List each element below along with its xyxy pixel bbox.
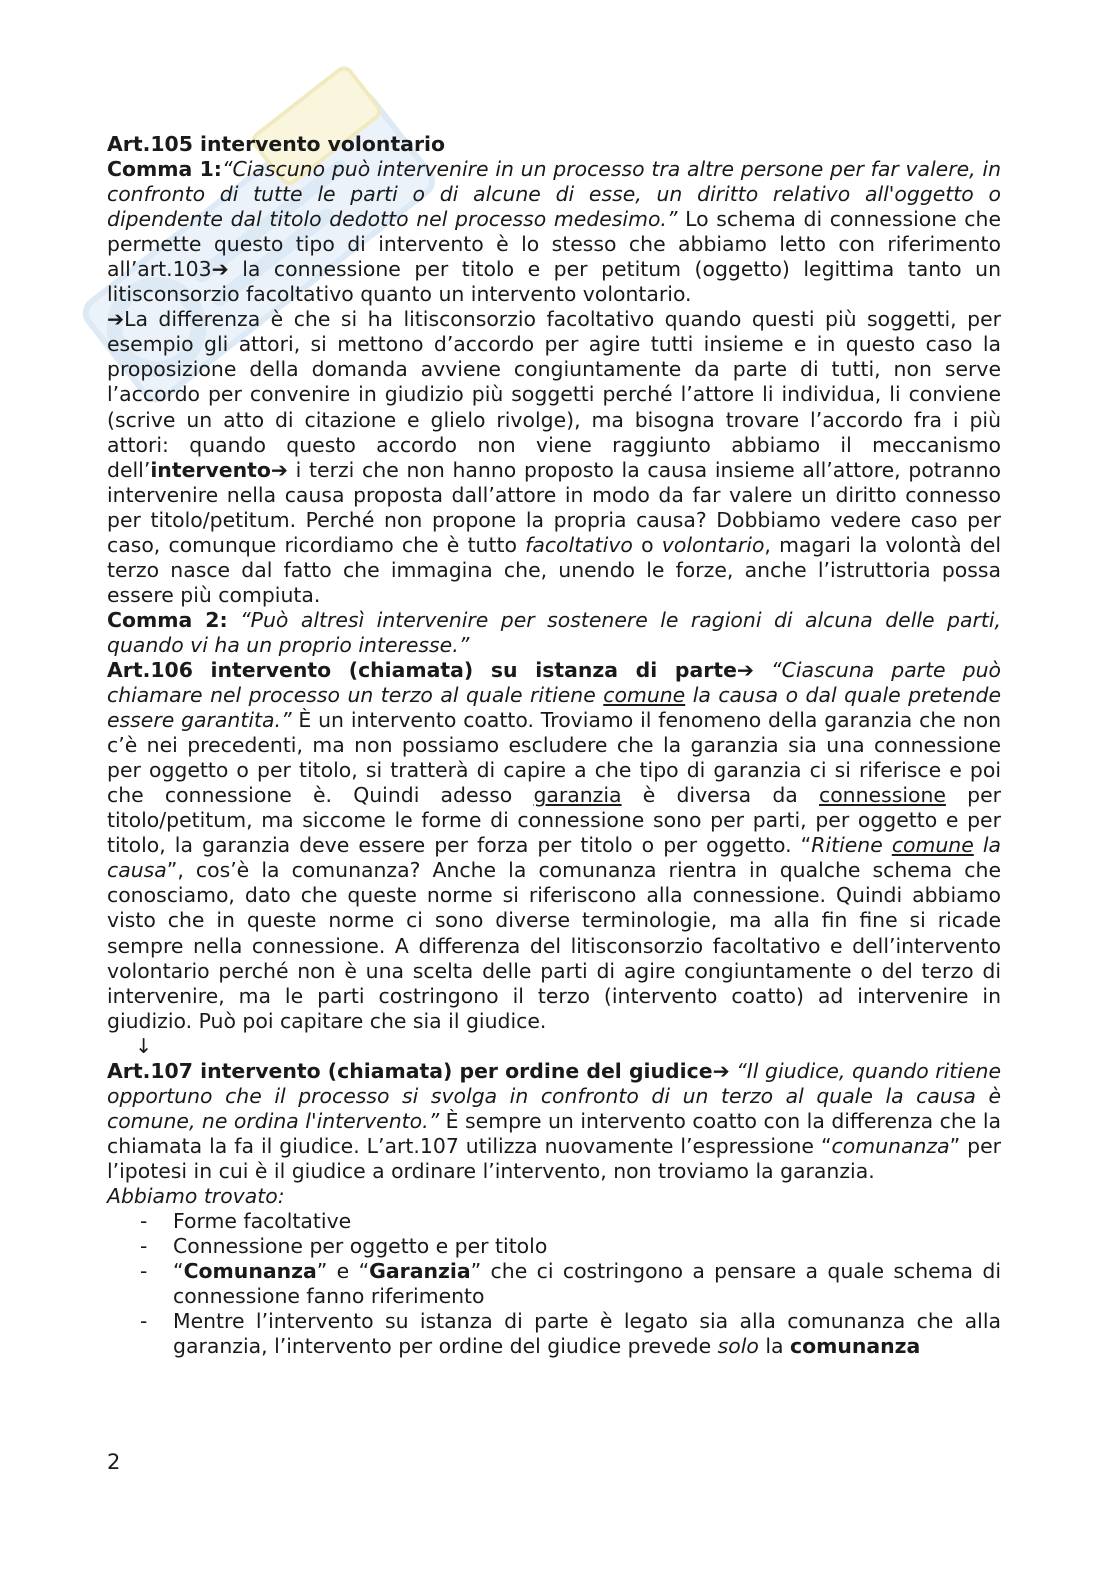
dash-bullet: - [140, 1209, 148, 1234]
right-arrow-icon: ➔ [712, 1058, 730, 1083]
page-number: 2 [107, 1450, 121, 1474]
list-item: - Mentre l’intervento su istanza di parte è legato sia alla comunanza che alla garanzia, l’intervento per ordine del giudice prevede solo la comunanza [140, 1309, 1001, 1359]
art106-paragraph: Art.106 intervento (chiamata) su istanza di parte➔ “Ciascuna parte può chiamare nel processo un terzo al quale ritiene comune la causa o dal quale pretende essere garantita.” È un intervento coatto. Troviamo il fenomeno della garanzia che non c’è nei precedenti, ma non possiamo escludere che la garanzia sia una connessione per oggetto o per titolo, si tratterà di capire a che tipo di garanzia ci si riferisce e poi che connessione è. Quindi adesso garanzia è diversa da connessione per titolo/petitum, ma siccome le forme di connessione sono per parti, per oggetto e per titolo, la garanzia deve essere per forza per titolo o per oggetto. “Ritiene comune la causa”, cos’è la comunanza? Anche la comunanza rientra in qualche schema che conosciamo, dato che queste norme si riferiscono alla connessione. Quindi abbiamo visto che in queste norme ci sono diverse terminologie, ma alla fin fine si ricade sempre nella connessione. A differenza del litisconsorzio facoltativo e dell’intervento volontario perché non è una scelta delle parti di agire congiuntamente o del terzo di intervenire, ma le parti costringono il terzo (intervento coatto) ad intervenire in giudizio. Può poi capitare che sia il giudice. [107, 657, 1001, 1033]
list-item: - Forme facoltative [140, 1209, 352, 1234]
art105-paragraph-difference: ➔La differenza è che si ha litisconsorzio facoltativo quando questi più soggetti, per esempio gli attori, si mettono d’accordo per agire tutti insieme e in questo caso la proposizione della domanda avviene congiuntamente da parte di tutti, non serve l’accordo per convenire in giudizio più soggetti perché l’attore li individua, li conviene (scrive un atto di citazione e glielo rivolge), ma bisogna trovare l’accordo fra i più attori: quando questo accordo non viene raggiunto abbiamo il meccanismo dell’intervento➔ i terzi che non hanno proposto la causa insieme all’attore, potranno intervenire nella causa proposta dall’attore in modo da far valere un diritto connesso per titolo/petitum. Perché non propone la propria causa? Dobbiamo vedere caso per caso, comunque ricordiamo che è tutto facoltativo o volontario, magari la volontà del terzo nasce dal fatto che immagina che, unendo le forze, anche l’istruttoria possa essere più compiuta. [107, 307, 1001, 607]
document-body [107, 132, 1001, 1359]
right-arrow-icon: ➔ [211, 257, 229, 282]
right-arrow-icon: ➔ [107, 307, 125, 332]
dash-bullet: - [140, 1234, 148, 1259]
summary-list [107, 1209, 1001, 1359]
dash-bullet: - [140, 1259, 148, 1284]
list-item: - “Comunanza” e “Garanzia” che ci costringono a pensare a quale schema di connessione fanno riferimento [140, 1259, 1002, 1309]
list-item: - Connessione per oggetto e per titolo [140, 1234, 548, 1259]
right-arrow-icon: ➔ [270, 457, 288, 482]
dash-bullet: - [140, 1309, 148, 1334]
summary-heading: Abbiamo trovato: [107, 1183, 285, 1208]
art105-comma2: Comma 2: “Può altresì intervenire per sostenere le ragioni di alcuna delle parti, quando vi ha un proprio interesse.” [107, 607, 1001, 657]
art105-title: Art.105 intervento volontario [107, 132, 445, 156]
art107-paragraph: Art.107 intervento (chiamata) per ordine del giudice➔ “Il giudice, quando ritiene opportuno che il processo si svolga in confronto di un terzo al quale la causa è comune, ne ordina l'intervento.” È sempre un intervento coatto con la differenza che la chiamata la fa il giudice. L’art.107 utilizza nuovamente l’espressione “comunanza” per l’ipotesi in cui è il giudice a ordinare l’intervento, non troviamo la garanzia. [107, 1058, 1001, 1183]
art105-comma1: Comma 1:“Ciascuno può intervenire in un processo tra altre persone per far valere, in confronto di tutte le parti o di alcune di esse, un diritto relativo all'oggetto o dipendente dal titolo dedotto nel processo medesimo.” Lo schema di connessione che permette questo tipo di intervento è lo stesso che abbiamo letto con riferimento all’art.103➔ la connessione per titolo e per petitum (oggetto) legittima tanto un litisconsorzio facoltativo quanto un intervento volontario. [107, 157, 1001, 307]
right-arrow-icon: ➔ [736, 657, 755, 682]
down-arrow-icon: ↓ [135, 1033, 153, 1058]
